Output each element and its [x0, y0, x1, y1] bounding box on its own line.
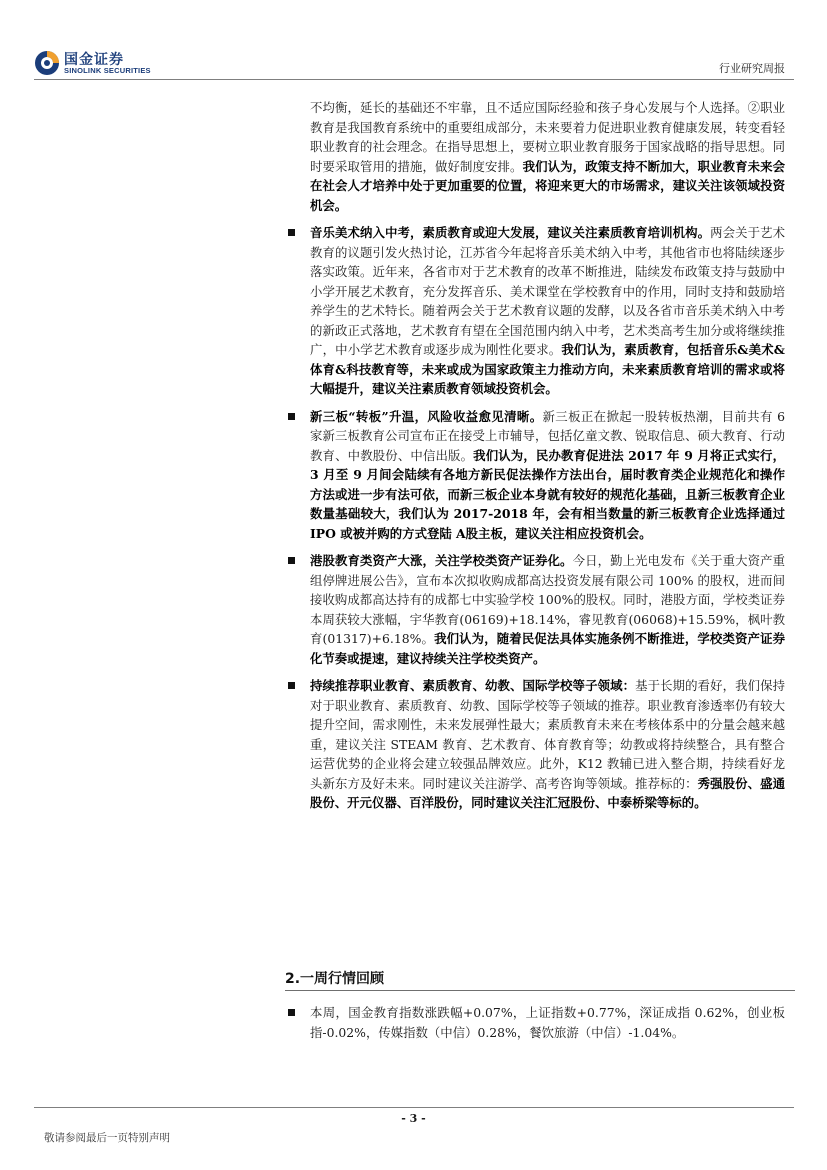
square-bullet-icon — [288, 557, 295, 564]
section-title-weekly-review: 2.一周行情回顾 — [285, 971, 385, 987]
paragraph-lead: 音乐美术纳入中考，素质教育或迎大发展，建议关注素质教育培训机构。 — [310, 225, 711, 240]
paragraph-vocational-continued — [310, 98, 785, 215]
bullet-paragraph-neeq-transfer — [310, 407, 785, 544]
logo-chinese-name: 国金证券 — [64, 52, 124, 68]
paragraph-conclusion: 我们认为，随着民促法具体实施条例不断推进，学校类资产证券化节奏或提速，建议持续关注学校类资产。 — [310, 631, 785, 666]
paragraph-lead: 持续推荐职业教育、素质教育、幼教、国际学校等子领域： — [310, 678, 636, 693]
paragraph-conclusion: 秀强股份、盛通股份、开元仪器、百洋股份，同时建议关注汇冠股份、中泰桥梁等标的。 — [310, 775, 786, 810]
bullet-paragraph-recommendations — [310, 676, 785, 813]
page-number: - 3 - — [401, 1112, 426, 1125]
weekly-review — [285, 1003, 785, 1050]
paragraph-text: 今日，勤上光电发布《关于重大资产重组停牌进展公告》，宣布本次拟收购成都高达投资发展有限公司 100% 的股权，进而间接收购成都高达持有的成都七中实验学校 100%的股权。同时，港股方面，学校类证券本周获较大涨幅，宇华教育(06169)+18.14%，睿见教育(06068)+15.59%，枫叶教育(01317)+6.18%。 — [310, 553, 786, 646]
square-bullet-icon — [288, 413, 295, 420]
bullet-paragraph-arts-education — [310, 223, 785, 399]
section-divider — [285, 990, 795, 991]
paragraph-text: 本周，国金教育指数涨跌幅+0.07%，上证指数+0.77%，深证成指 0.62%，创业板指-0.02%，传媒指数（中信）0.28%，餐饮旅游（中信）-1.04%。 — [310, 1005, 785, 1040]
bullet-paragraph-hk-education-assets — [310, 551, 785, 668]
footer-divider — [34, 1107, 794, 1108]
square-bullet-icon — [288, 682, 295, 689]
paragraph-text: 不均衡，延长的基础还不牢靠，且不适应国际经验和孩子身心发展与个人选择。②职业教育是我国教育系统中的重要组成部分，未来要着力促进职业教育健康发展，转变看轻职业教育的社会理念。在指导思想上，要树立职业教育服务于国家战略的指导思想。同时要采取管用的措施，做好制度安排。 — [310, 100, 785, 174]
square-bullet-icon — [288, 1009, 295, 1016]
paragraph-conclusion: 我们认为，民办教育促进法 2017 年 9 月将正式实行，3 月至 9 月间会陆续有各地方新民促法操作方法出台，届时教育类企业规范化和操作方法或进一步有法可依，而新三板企业本身就有较好的规范化基础，且新三板教育企业数量基础较大，我们认为 2017-2018 年，会有相当数量的新三板教育企业选择通过 IPO 或被并购的方式登陆 A股主板，建议关注相应投资机会。 — [310, 447, 785, 541]
sinolink-logo-icon — [34, 50, 60, 76]
page-header — [0, 0, 827, 80]
paragraph-text: 两会关于艺术教育的议题引发火热讨论，江苏省今年起将音乐美术纳入中考，其他省市也将陆续逐步落实政策。近年来，各省市对于艺术教育的改革不断推进，陆续发布政策支持与鼓励中小学开展艺术教育，充分发挥音乐、美术课堂在学校教育中的作用，同时支持和鼓励培养学生的艺术特长。随着两会关于艺术教育议题的发酵，以及各省市音乐美术纳入中考的新政正式落地，艺术教育有望在全国范围内纳入中考，艺术类高考生加分或将继续推广，中小学艺术教育或逐步成为刚性化要求。 — [310, 225, 785, 357]
logo-english-name: SINOLINK SECURITIES — [64, 66, 151, 75]
paragraph-conclusion: 我们认为，政策支持不断加大，职业教育未来会在社会人才培养中处于更加重要的位置，将迎来更大的市场需求，建议关注该领域投资机会。 — [310, 158, 786, 213]
paragraph-text: 基于长期的看好，我们保持对于职业教育、素质教育、幼教、国际学校等子领域的推荐。职业教育渗透率仍有较大提升空间，需求刚性，未来发展弹性最大；素质教育未来在考核体系中的分量会越来越重，建议关注 STEAM 教育、艺术教育、体育教育等；幼教或将持续整合，具有整合运营优势的企业将会建立较强品牌效应。此外，K12 教辅已进入整合期，持续看好龙头新东方及好未来。同时建议关注游学、高考咨询等领域。推荐标的： — [310, 678, 786, 791]
paragraph-lead: 港股教育类资产大涨，关注学校类资产证券化。 — [310, 553, 573, 568]
square-bullet-icon — [288, 229, 295, 236]
paragraph-text: 新三板正在掀起一股转板热潮，目前共有 6 家新三板教育公司宣布正在接受上市辅导，包括亿童文教、锐取信息、硕大教育、行动教育、中教股份、中信出版。 — [310, 408, 785, 463]
footer-disclaimer: 敬请参阅最后一页特别声明 — [44, 1132, 170, 1144]
paragraph-lead: 新三板“转板”升温，风险收益愈见清晰。 — [310, 408, 543, 424]
main-content — [285, 98, 785, 821]
paragraph-conclusion: 我们认为，素质教育，包括音乐&美术&体育&科技教育等，未来或成为国家政策主力推动方向，未来素质教育培训的需求或将大幅提升，建议关注素质教育领域投资机会。 — [310, 342, 785, 396]
report-type-label: 行业研究周报 — [719, 62, 785, 75]
header-divider — [34, 79, 794, 80]
bullet-paragraph-weekly-market — [310, 1003, 785, 1042]
